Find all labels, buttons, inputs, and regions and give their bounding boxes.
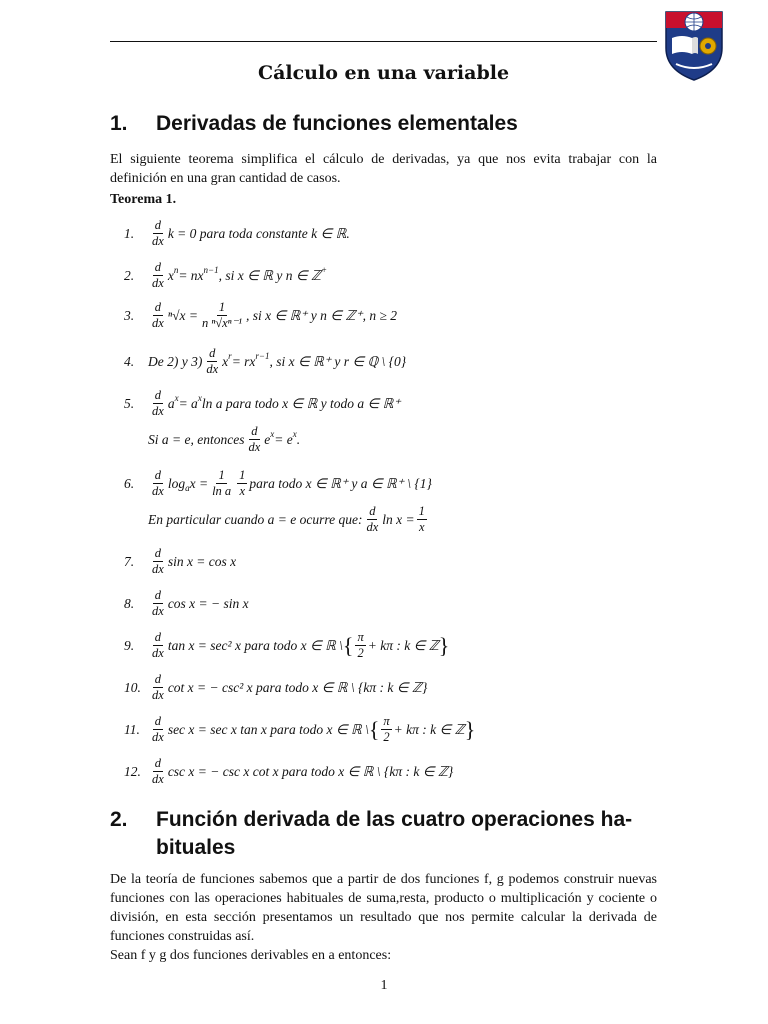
ddx-fraction: $\frac{d}{dx}$ [152,588,164,618]
ddx-fraction: $\frac{d}{dx}$ [152,756,164,786]
formula-item-8: 8. $\frac{d}{dx}$ cos x = − sin x [124,588,249,618]
formula-item-2: 2. $\frac{d}{dx}$ x n = nx n−1 , si x ∈ ℝ y n ∈ ℤ + [124,260,328,290]
page-number: 1 [380,978,388,993]
formula-item-9: 9. $\frac{d}{dx}$ tan x = sec² x para todo x ∈ ℝ \ { $\frac{\pi}{2}$ + kπ : k ∈ ℤ } [124,630,450,660]
section-1-heading [110,112,518,136]
intro-paragraph: El siguiente teorema simplifica el cálculo de derivadas, ya que nos evita trabajar con la definición en una gran cantidad de casos. [110,152,657,186]
formula-item-3: 3. $\frac{d}{dx}$ ⁿ√x = $\frac{1}{\text{n ⁿ√xⁿ⁻¹}}$ , si x ∈ ℝ⁺ y n ∈ ℤ⁺, n ≥ 2 [124,300,398,330]
ddx-fraction: $\frac{d}{dx}$ [152,260,164,290]
section-1-title: Derivadas de funciones elementales [156,112,518,135]
formula-item-6-note: En particular cuando a = e ocurre que: $\frac{d}{dx}$ ln x = $\frac{1}{x}$ [148,504,425,534]
formula-item-12: 12. $\frac{d}{dx}$ csc x = − csc x cot x para todo x ∈ ℝ \ {kπ : k ∈ ℤ} [124,756,454,786]
formula-item-5: 5. $\frac{d}{dx}$ a x = a x ln a para todo x ∈ ℝ y todo a ∈ ℝ⁺ [124,388,401,418]
formula-item-10: 10. $\frac{d}{dx}$ cot x = − csc² x para todo x ∈ ℝ \ {kπ : k ∈ ℤ} [124,672,428,702]
formula-item-5-note: Si a = e, entonces $\frac{d}{dx}$ e x = e x . [148,424,301,454]
ddx-fraction: $\frac{d}{dx}$ [152,300,164,330]
ddx-fraction: $\frac{d}{dx}$ [152,468,164,498]
ddx-fraction: $\frac{d}{dx}$ [152,546,164,576]
ddx-fraction: $\frac{d}{dx}$ [152,388,164,418]
ddx-fraction: $\frac{d}{dx}$ [206,346,219,376]
header-rule [110,41,657,42]
ddx-fraction: $\frac{d}{dx}$ [152,714,164,744]
formula-item-11: 11. $\frac{d}{dx}$ sec x = sec x tan x para todo x ∈ ℝ \ { $\frac{\pi}{2}$ + kπ : k ∈ ℤ } [124,714,476,744]
ddx-fraction: $\frac{d}{dx}$ [152,218,164,248]
root-fraction: $\frac{1}{\text{n ⁿ√xⁿ⁻¹}}$ [201,300,242,330]
ddx-fraction: $\frac{d}{dx}$ [366,504,379,534]
formula-item-6: 6. $\frac{d}{dx}$ log a x = $\frac{1}{\text{ln a}}$ $\frac{1}{x}$ para todo x ∈ ℝ⁺ y a ∈ ℝ⁺ \ {1} [124,468,432,498]
formula-item-4: 4. De 2) y 3) $\frac{d}{dx}$ x r = rx r−1 , si x ∈ ℝ⁺ y r ∈ ℚ \ {0} [124,346,407,376]
section-2-premise: Sean f y g dos funciones derivables en a entonces: [110,948,392,963]
formula-item-7: 7. $\frac{d}{dx}$ sin x = cos x [124,546,237,576]
section-1-number: 1. [110,112,128,135]
section-2-number: 2. [110,808,128,831]
ddx-fraction: $\frac{d}{dx}$ [248,424,261,454]
ddx-fraction: $\frac{d}{dx}$ [152,672,164,702]
ddx-fraction: $\frac{d}{dx}$ [152,630,164,660]
formula-item-1: 1. $\frac{d}{dx}$ k = 0 para toda constante k ∈ ℝ. [124,218,350,248]
university-logo [662,8,726,82]
theorem-label: Teorema 1. [110,192,177,207]
section-2-heading: 2. Función derivada de las cuatro operaciones ha- bituales [110,808,633,859]
document-title: Cálculo en una variable [257,62,510,84]
section-2-paragraph: De la teoría de funciones sabemos que a partir de dos funciones f, g podemos construir nuevas funciones con las operaciones habituales de suma,resta, producto o multiplicación y cociente o división, en esta sección presentamos un resultado que nos permite calcular la derivada de funciones construidas así. [110,872,657,944]
